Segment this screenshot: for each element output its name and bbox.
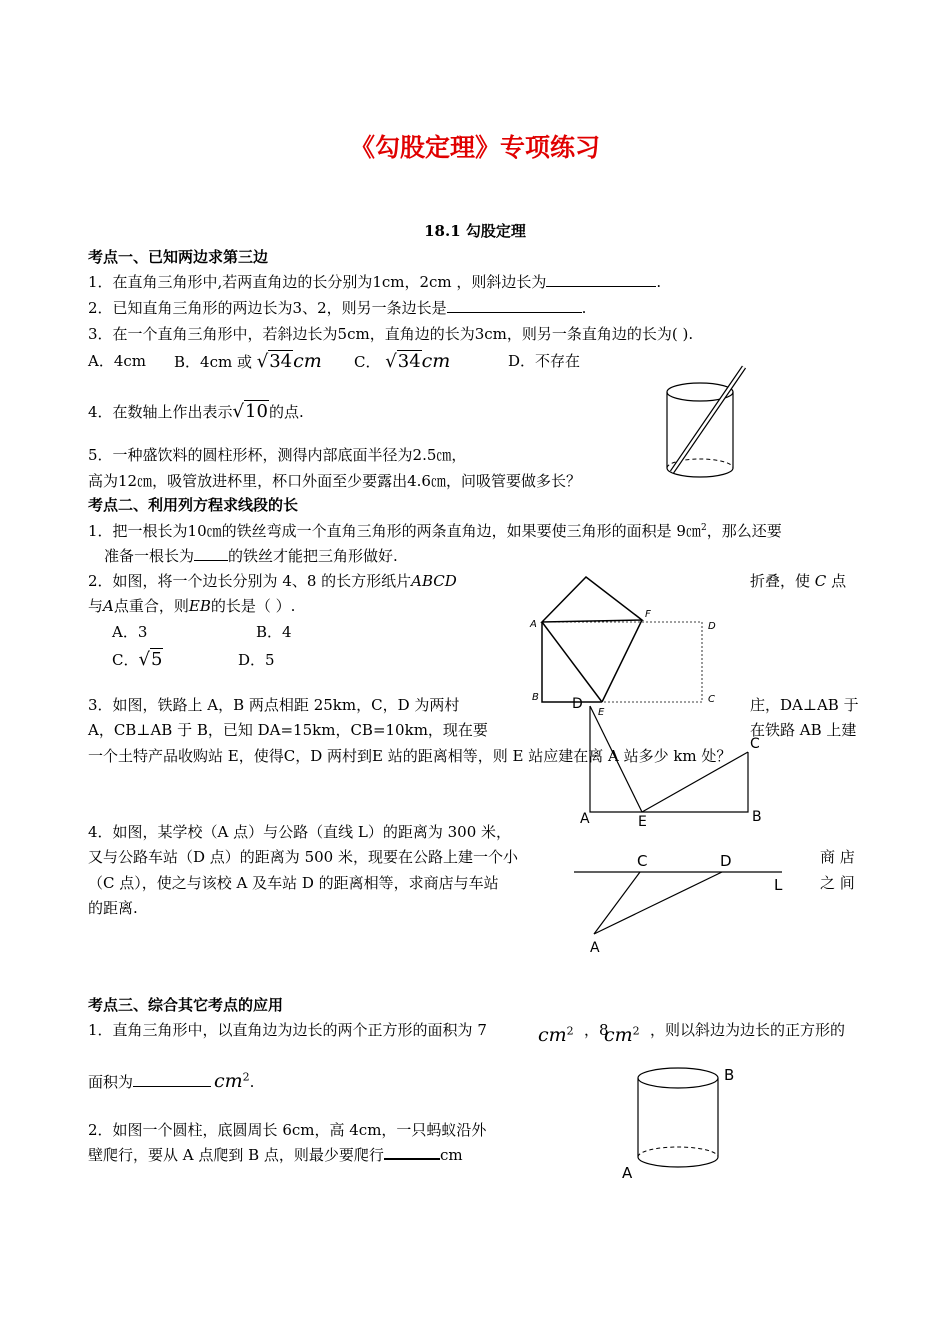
- kd2-q4-line2: 又与公路车站（D 点）的距离为 500 米，现要在公路上建一个小: [88, 848, 518, 866]
- kd2-q1-line2: 准备一根长为 的铁丝才能把三角形做好.: [104, 547, 398, 565]
- railway-figure: [570, 694, 780, 834]
- kd2-q2-option-d: D．5: [238, 651, 275, 669]
- kd1-q2: 2．已知直角三角形的两边长为3、2，则另一条边长是 .: [88, 299, 587, 317]
- kd2-q3-line3: 一个土特产品收购站 E，使得C，D 两村到E 站的距离相等，则 E 站应建在离 A 站多少 km 处？: [88, 747, 732, 765]
- kd2-q3-line1: 3．如图，铁路上 A，B 两点相距 25km，C，D 为两村: [88, 696, 460, 714]
- page-title: 《勾股定理》专项练习: [349, 133, 600, 162]
- kd2-q2-line2: 与A点重合，则EB的长是（ ）.: [88, 597, 296, 615]
- road-label-l: L: [774, 876, 783, 894]
- kd3-q1-unit3: $cm^2$.: [214, 1070, 255, 1092]
- road-label-d: D: [720, 852, 732, 870]
- kd2-q2-option-b: B．4: [256, 623, 292, 641]
- kd2-q2-line1: 2．如图，将一个边长分别为 4、8 的长方形纸片ABCD: [88, 572, 457, 590]
- kd3-q1-sep: ，8: [584, 1021, 609, 1039]
- kd3-q1-line1: 1．直角三角形中，以直角边为边长的两个正方形的面积为 7: [88, 1021, 487, 1039]
- fold-label-b: B: [532, 692, 539, 703]
- kd1-q4: 4．在数轴上作出表示√10的点.: [88, 401, 304, 422]
- section-title: 18.1 勾股定理: [424, 222, 526, 240]
- kd2-q4-line3-right: 之 间: [820, 874, 855, 892]
- kd2-q3-line1-right: 庄，DA⊥AB 于: [750, 696, 859, 714]
- fold-label-f: F: [645, 609, 651, 620]
- kd1-q3-option-b: B．4cm 或 √34cm: [174, 350, 322, 372]
- cup-figure: [660, 360, 760, 490]
- kd2-q2-option-c: C．√5: [112, 649, 163, 670]
- kd2-q4-line4: 的距离.: [88, 899, 138, 917]
- kd1-q5-line2: 高为12㎝，吸管放进杯里，杯口外面至少要露出4.6㎝，问吸管要做多长？: [88, 472, 581, 490]
- kd2-q2-option-a: A．3: [112, 623, 148, 641]
- kd1-heading: 考点一、已知两边求第三边: [88, 248, 269, 266]
- kd2-q4-line2-right: 商 店: [820, 848, 855, 866]
- road-label-a: A: [590, 940, 600, 956]
- cyl-label-a: A: [622, 1164, 633, 1182]
- rail-label-c: C: [750, 736, 760, 752]
- kd3-heading: 考点三、综合其它考点的应用: [88, 996, 284, 1014]
- fold-label-d: D: [708, 621, 716, 632]
- kd2-q4-line3: （C 点），使之与该校 A 及车站 D 的距离相等，求商店与车站: [88, 874, 499, 892]
- fold-label-a: A: [530, 619, 537, 630]
- kd1-q5-line1: 5．一种盛饮料的圆柱形杯，测得内部底面半径为2.5㎝，: [88, 446, 467, 464]
- kd3-q1-unit2: $cm^2$: [604, 1024, 640, 1046]
- rail-label-d: D: [572, 696, 583, 712]
- kd1-q3-option-c: C． √34cm: [354, 350, 451, 372]
- rail-label-e: E: [638, 814, 647, 830]
- rail-label-a: A: [580, 811, 590, 827]
- kd2-q4-line1: 4．如图，某学校（A 点）与公路（直线 L）的距离为 300 米，: [88, 823, 512, 841]
- cylinder-figure: [618, 1060, 748, 1190]
- rail-label-b: B: [752, 809, 762, 825]
- kd2-heading: 考点二、利用列方程求线段的长: [88, 496, 299, 514]
- kd3-q1-line2: 面积为: [88, 1071, 211, 1092]
- kd3-q1-line1-right: ，则以斜边为边长的正方形的: [650, 1021, 846, 1039]
- road-figure: [572, 850, 792, 960]
- fold-label-e: E: [598, 707, 605, 718]
- kd3-q2-line2: 壁爬行，要从 A 点爬到 B 点，则最少要爬行 cm: [88, 1146, 463, 1164]
- kd3-q2-line1: 2．如图一个圆柱，底圆周长 6cm，高 4cm，一只蚂蚁沿外: [88, 1121, 487, 1139]
- fold-label-c: C: [708, 694, 715, 705]
- kd1-q3: 3．在一个直角三角形中，若斜边长为5cm，直角边的长为3cm，则另一条直角边的长为( ).: [88, 325, 694, 343]
- kd2-q2-line1-right: 折叠，使 C 点: [750, 572, 847, 590]
- kd1-q1: 1．在直角三角形中,若两直角边的长分别为1cm，2cm ，则斜边长为 .: [88, 273, 662, 291]
- kd2-q3-line2-right: 在铁路 AB 上建: [750, 721, 857, 739]
- road-label-c: C: [637, 852, 648, 870]
- kd3-q1-unit1: $cm^2$: [538, 1024, 574, 1046]
- kd1-q3-option-d: D．不存在: [508, 352, 581, 370]
- kd2-q3-line2: A，CB⊥AB 于 B，已知 DA=15km，CB=10km，现在要: [88, 721, 488, 739]
- kd1-q3-option-a: A．4cm: [88, 352, 147, 370]
- cyl-label-b: B: [724, 1066, 735, 1084]
- kd2-q1-line1: 1．把一根长为10㎝的铁丝弯成一个直角三角形的两条直角边，如果要使三角形的面积是 9㎝$^2$，那么还要: [88, 522, 782, 540]
